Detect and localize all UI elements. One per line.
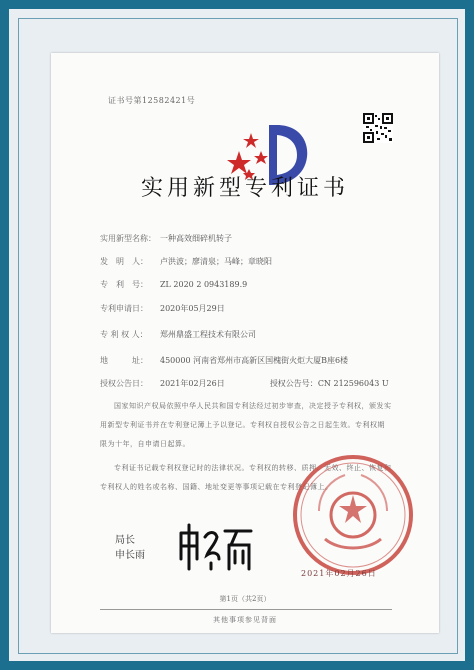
field-value: 郑州鼎盛工程技术有限公司 — [160, 330, 256, 339]
qr-code-icon — [363, 113, 393, 143]
paragraph-grant-decision: 国家知识产权局依照中华人民共和国专利法经过初步审查，决定授予专利权，颁发实用新型专利证书并在专利登记簿上予以登记。专利权自授权公告之日起生效。专利权期限为十年，自申请日起算。 — [100, 402, 392, 448]
field-label: 实用新型名称： — [100, 234, 156, 243]
field-patent-number — [100, 279, 247, 290]
field-label: 授权公告日： — [100, 379, 148, 388]
paragraph-legal-status: 专利证书记载专利权登记时的法律状况。专利权的转移、质押、无效、终止、恢复和专利权人的姓名或名称、国籍、地址变更等事项记载在专利登记簿上。 — [100, 464, 392, 491]
grant-date: 2021年02月26日 — [160, 379, 225, 388]
director-signature-icon — [175, 515, 255, 575]
field-utility-model-name — [100, 233, 232, 244]
footer-note: 其他事项参见背面 — [213, 616, 277, 624]
field-value: 450000 河南省郑州市高新区国槐街火炬大厦B座6楼 — [160, 356, 349, 365]
field-address — [100, 355, 348, 366]
field-inventors — [100, 256, 272, 267]
field-patentee — [100, 329, 256, 340]
field-value: 卢洪波；廖清泉；马峰；章晓阳 — [160, 257, 272, 266]
grant-number-label: 授权公告号： — [269, 379, 318, 388]
seal-date: 2021年02月26日 — [301, 569, 377, 578]
official-seal-icon — [289, 451, 417, 579]
field-grant — [100, 378, 389, 389]
director-name: 申长雨 — [115, 550, 145, 561]
footer-divider — [100, 609, 392, 610]
grant-number: CN 212596043 U — [317, 379, 389, 388]
page-number: 第1页（共2页） — [219, 595, 271, 603]
field-application-date — [100, 303, 225, 314]
certificate-paper — [51, 53, 439, 633]
field-value: 2020年05月29日 — [160, 304, 225, 313]
director-title: 局长 — [115, 535, 135, 546]
field-label: 地 址： — [100, 356, 148, 365]
field-label: 专利申请日： — [100, 304, 148, 313]
field-value: ZL 2020 2 0943189.9 — [160, 280, 248, 289]
field-label: 发 明 人： — [100, 257, 148, 266]
certificate-title: 实用新型专利证书 — [140, 176, 349, 201]
field-label: 专 利 号： — [100, 280, 148, 289]
field-value: 一种高效细碎机转子 — [160, 234, 232, 243]
certificate-number: 证书号第12582421号 — [108, 96, 196, 105]
field-label: 专 利 权 人： — [100, 330, 148, 339]
